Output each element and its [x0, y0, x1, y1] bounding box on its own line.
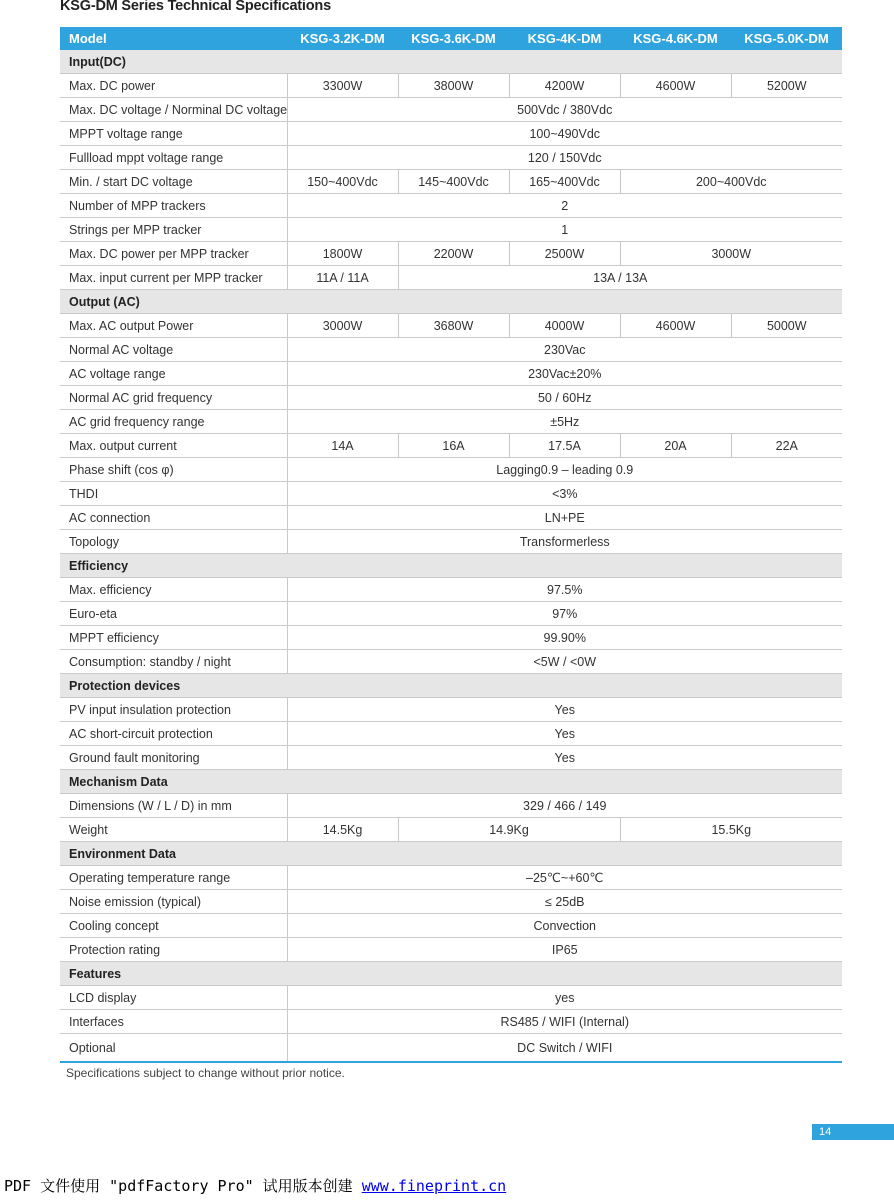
spec-value: Transformerless — [287, 530, 842, 554]
table-row — [60, 482, 842, 506]
spec-value: 5000W — [731, 314, 842, 338]
table-row — [60, 194, 842, 218]
spec-label: MPPT efficiency — [60, 626, 287, 650]
spec-value: yes — [287, 986, 842, 1010]
spec-value: 1800W — [287, 242, 398, 266]
table-row — [60, 938, 842, 962]
spec-label: Max. input current per MPP tracker — [60, 266, 287, 290]
table-row — [60, 122, 842, 146]
spec-value: 3300W — [287, 74, 398, 98]
model-header: KSG-3.2K-DM — [287, 27, 398, 50]
spec-label: MPPT voltage range — [60, 122, 287, 146]
table-row — [60, 986, 842, 1010]
spec-value: 230Vac — [287, 338, 842, 362]
spec-label: Max. output current — [60, 434, 287, 458]
spec-label: AC grid frequency range — [60, 410, 287, 434]
spec-value: 4200W — [509, 74, 620, 98]
spec-value: 230Vac±20% — [287, 362, 842, 386]
watermark-text: PDF 文件使用 "pdfFactory Pro" 试用版本创建 — [4, 1177, 362, 1195]
table-row — [60, 722, 842, 746]
model-header: KSG-4.6K-DM — [620, 27, 731, 50]
spec-value: 3000W — [287, 314, 398, 338]
spec-label: AC voltage range — [60, 362, 287, 386]
spec-label: AC short-circuit protection — [60, 722, 287, 746]
spec-label: Max. DC voltage / Norminal DC voltage — [60, 98, 287, 122]
table-row — [60, 818, 842, 842]
spec-value: RS485 / WIFI (Internal) — [287, 1010, 842, 1034]
spec-label: Max. DC power — [60, 74, 287, 98]
spec-value: <3% — [287, 482, 842, 506]
page-number: 14 — [812, 1124, 894, 1140]
spec-value: 3000W — [620, 242, 842, 266]
spec-value: ±5Hz — [287, 410, 842, 434]
model-header-label: Model — [60, 27, 287, 50]
table-row — [60, 698, 842, 722]
spec-label: Topology — [60, 530, 287, 554]
spec-value: 2200W — [398, 242, 509, 266]
page-title: KSG-DM Series Technical Specifications — [60, 0, 331, 14]
spec-label: Protection rating — [60, 938, 287, 962]
spec-value: Yes — [287, 722, 842, 746]
spec-label: Strings per MPP tracker — [60, 218, 287, 242]
section-row — [60, 770, 842, 794]
spec-label: Operating temperature range — [60, 866, 287, 890]
spec-value: 150~400Vdc — [287, 170, 398, 194]
spec-value: 11A / 11A — [287, 266, 398, 290]
section-heading: Mechanism Data — [60, 770, 842, 794]
spec-value: 3680W — [398, 314, 509, 338]
spec-label: Min. / start DC voltage — [60, 170, 287, 194]
spec-value: Lagging0.9 – leading 0.9 — [287, 458, 842, 482]
model-header: KSG-5.0K-DM — [731, 27, 842, 50]
watermark-link[interactable]: www.fineprint.cn — [361, 1177, 507, 1195]
section-heading: Output (AC) — [60, 290, 842, 314]
table-row — [60, 746, 842, 770]
table-row — [60, 626, 842, 650]
section-row — [60, 50, 842, 74]
spec-label: Euro-eta — [60, 602, 287, 626]
spec-value: –25℃~+60℃ — [287, 866, 842, 890]
spec-table — [60, 27, 842, 1063]
section-row — [60, 842, 842, 866]
table-row — [60, 794, 842, 818]
section-heading: Input(DC) — [60, 50, 842, 74]
table-row — [60, 650, 842, 674]
spec-label: Optional — [60, 1034, 287, 1063]
spec-value: 50 / 60Hz — [287, 386, 842, 410]
spec-value: 17.5A — [509, 434, 620, 458]
model-header: KSG-4K-DM — [509, 27, 620, 50]
table-row — [60, 434, 842, 458]
table-row — [60, 530, 842, 554]
spec-value: 120 / 150Vdc — [287, 146, 842, 170]
table-row — [60, 386, 842, 410]
table-row — [60, 866, 842, 890]
spec-label: Interfaces — [60, 1010, 287, 1034]
spec-value: 97.5% — [287, 578, 842, 602]
spec-value: 5200W — [731, 74, 842, 98]
spec-label: Max. efficiency — [60, 578, 287, 602]
table-row — [60, 1034, 842, 1063]
spec-value: 4000W — [509, 314, 620, 338]
spec-value: 329 / 466 / 149 — [287, 794, 842, 818]
table-row — [60, 242, 842, 266]
spec-label: Normal AC grid frequency — [60, 386, 287, 410]
spec-value: 165~400Vdc — [509, 170, 620, 194]
spec-value: ≤ 25dB — [287, 890, 842, 914]
spec-value: 16A — [398, 434, 509, 458]
spec-value: Convection — [287, 914, 842, 938]
section-row — [60, 290, 842, 314]
spec-value: 15.5Kg — [620, 818, 842, 842]
spec-value: <5W / <0W — [287, 650, 842, 674]
spec-value: 99.90% — [287, 626, 842, 650]
section-heading: Efficiency — [60, 554, 842, 578]
spec-label: THDI — [60, 482, 287, 506]
table-row — [60, 506, 842, 530]
spec-value: 14.5Kg — [287, 818, 398, 842]
section-row — [60, 962, 842, 986]
spec-label: PV input insulation protection — [60, 698, 287, 722]
spec-value: Yes — [287, 698, 842, 722]
table-row — [60, 266, 842, 290]
spec-value: 13A / 13A — [398, 266, 842, 290]
table-row — [60, 458, 842, 482]
table-row — [60, 890, 842, 914]
spec-value: 500Vdc / 380Vdc — [287, 98, 842, 122]
table-row — [60, 146, 842, 170]
spec-value: 1 — [287, 218, 842, 242]
pdf-watermark — [4, 1175, 506, 1196]
spec-value: 3800W — [398, 74, 509, 98]
table-row — [60, 410, 842, 434]
spec-label: Cooling concept — [60, 914, 287, 938]
table-row — [60, 362, 842, 386]
section-row — [60, 554, 842, 578]
table-row — [60, 170, 842, 194]
spec-value: 22A — [731, 434, 842, 458]
spec-label: Normal AC voltage — [60, 338, 287, 362]
spec-label: Ground fault monitoring — [60, 746, 287, 770]
section-heading: Features — [60, 962, 842, 986]
table-row — [60, 1010, 842, 1034]
table-row — [60, 914, 842, 938]
spec-value: 14.9Kg — [398, 818, 620, 842]
spec-label: LCD display — [60, 986, 287, 1010]
table-row — [60, 602, 842, 626]
table-row — [60, 218, 842, 242]
table-header-row — [60, 27, 842, 50]
spec-value: 2500W — [509, 242, 620, 266]
spec-label: Number of MPP trackers — [60, 194, 287, 218]
table-row — [60, 338, 842, 362]
spec-label: Noise emission (typical) — [60, 890, 287, 914]
spec-value: 14A — [287, 434, 398, 458]
spec-label: Fullload mppt voltage range — [60, 146, 287, 170]
table-row — [60, 98, 842, 122]
spec-value: 4600W — [620, 74, 731, 98]
spec-value: 2 — [287, 194, 842, 218]
footnote: Specifications subject to change without prior notice. — [66, 1066, 345, 1080]
section-heading: Protection devices — [60, 674, 842, 698]
table-row — [60, 578, 842, 602]
spec-label: Weight — [60, 818, 287, 842]
spec-label: Max. AC output Power — [60, 314, 287, 338]
section-heading: Environment Data — [60, 842, 842, 866]
spec-value: IP65 — [287, 938, 842, 962]
spec-label: Phase shift (cos φ) — [60, 458, 287, 482]
spec-label: AC connection — [60, 506, 287, 530]
table-row — [60, 74, 842, 98]
table-row — [60, 314, 842, 338]
model-header: KSG-3.6K-DM — [398, 27, 509, 50]
spec-value: 100~490Vdc — [287, 122, 842, 146]
spec-value: 200~400Vdc — [620, 170, 842, 194]
spec-value: LN+PE — [287, 506, 842, 530]
spec-value: 145~400Vdc — [398, 170, 509, 194]
spec-value: DC Switch / WIFI — [287, 1034, 842, 1063]
spec-label: Dimensions (W / L / D) in mm — [60, 794, 287, 818]
section-row — [60, 674, 842, 698]
spec-label: Max. DC power per MPP tracker — [60, 242, 287, 266]
spec-label: Consumption: standby / night — [60, 650, 287, 674]
spec-value: 4600W — [620, 314, 731, 338]
spec-value: 20A — [620, 434, 731, 458]
spec-value: 97% — [287, 602, 842, 626]
spec-value: Yes — [287, 746, 842, 770]
